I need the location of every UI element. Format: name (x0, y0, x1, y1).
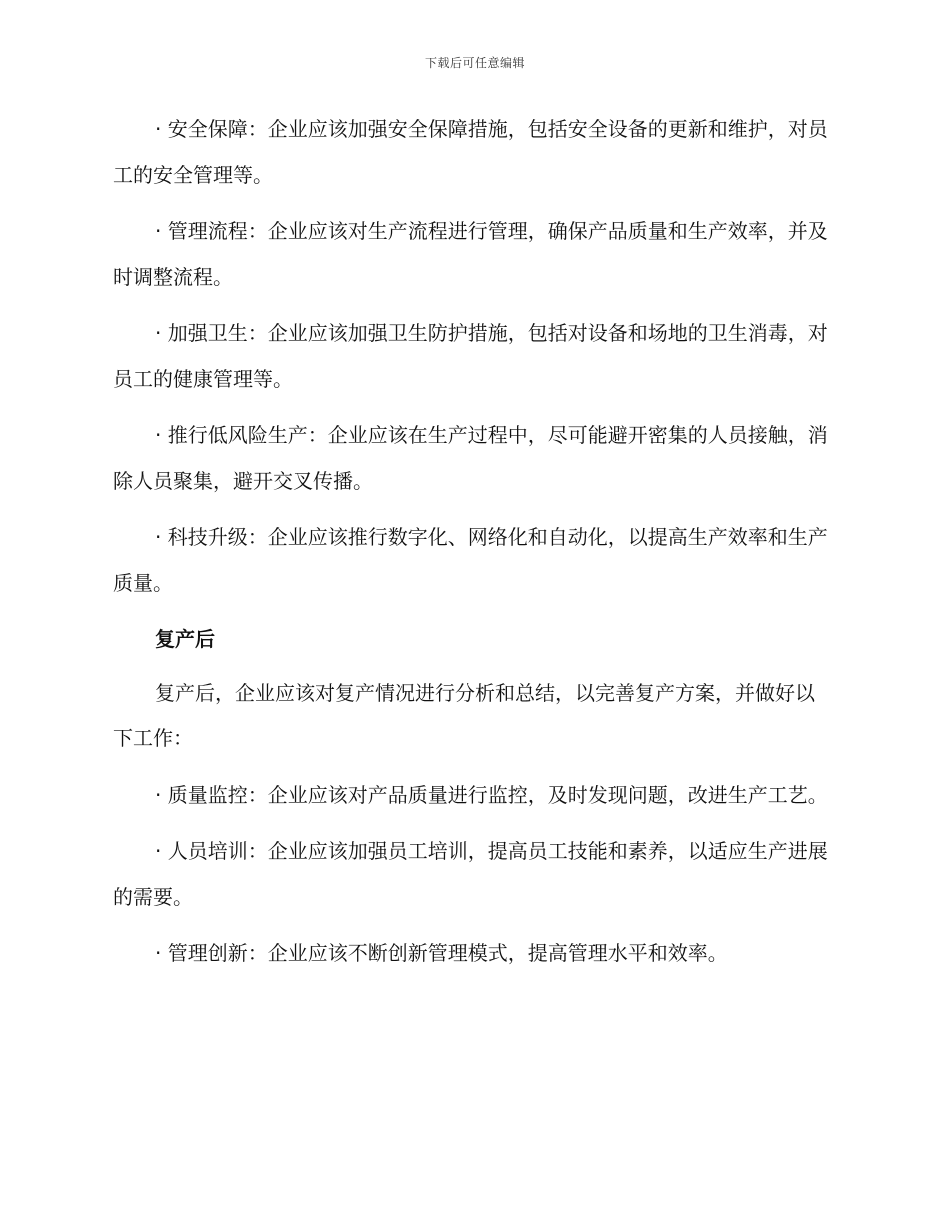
list-item-low-risk: · 推行低风险生产：企业应该在生产过程中，尽可能避开密集的人员接触，消除人员聚集，避开交叉传播。 (113, 423, 828, 493)
section-intro: 复产后，企业应该对复产情况进行分析和总结，以完善复产方案，并做好以下工作： (113, 680, 815, 750)
list-item-tech-upgrade: · 科技升级：企业应该推行数字化、网络化和自动化，以提高生产效率和生产质量。 (113, 525, 828, 595)
list-item-training: · 人员培训：企业应该加强员工培训，提高员工技能和素养，以适应生产进展的需要。 (113, 839, 828, 909)
list-item-process: · 管理流程：企业应该对生产流程进行管理，确保产品质量和生产效率，并及时调整流程。 (113, 219, 828, 289)
list-item-hygiene: · 加强卫生：企业应该加强卫生防护措施，包括对设备和场地的卫生消毒，对员工的健康管理等。 (113, 321, 828, 391)
list-item-innovation: · 管理创新：企业应该不断创新管理模式，提高管理水平和效率。 (155, 941, 728, 965)
list-item-safety: · 安全保障：企业应该加强安全保障措施，包括安全设备的更新和维护，对员工的安全管理等。 (113, 117, 828, 187)
section-heading: 复产后 (155, 627, 215, 651)
list-item-quality: · 质量监控：企业应该对产品质量进行监控，及时发现问题，改进生产工艺。 (155, 782, 828, 807)
page-header: 下载后可任意编辑 (424, 56, 525, 70)
document-body (113, 107, 833, 988)
